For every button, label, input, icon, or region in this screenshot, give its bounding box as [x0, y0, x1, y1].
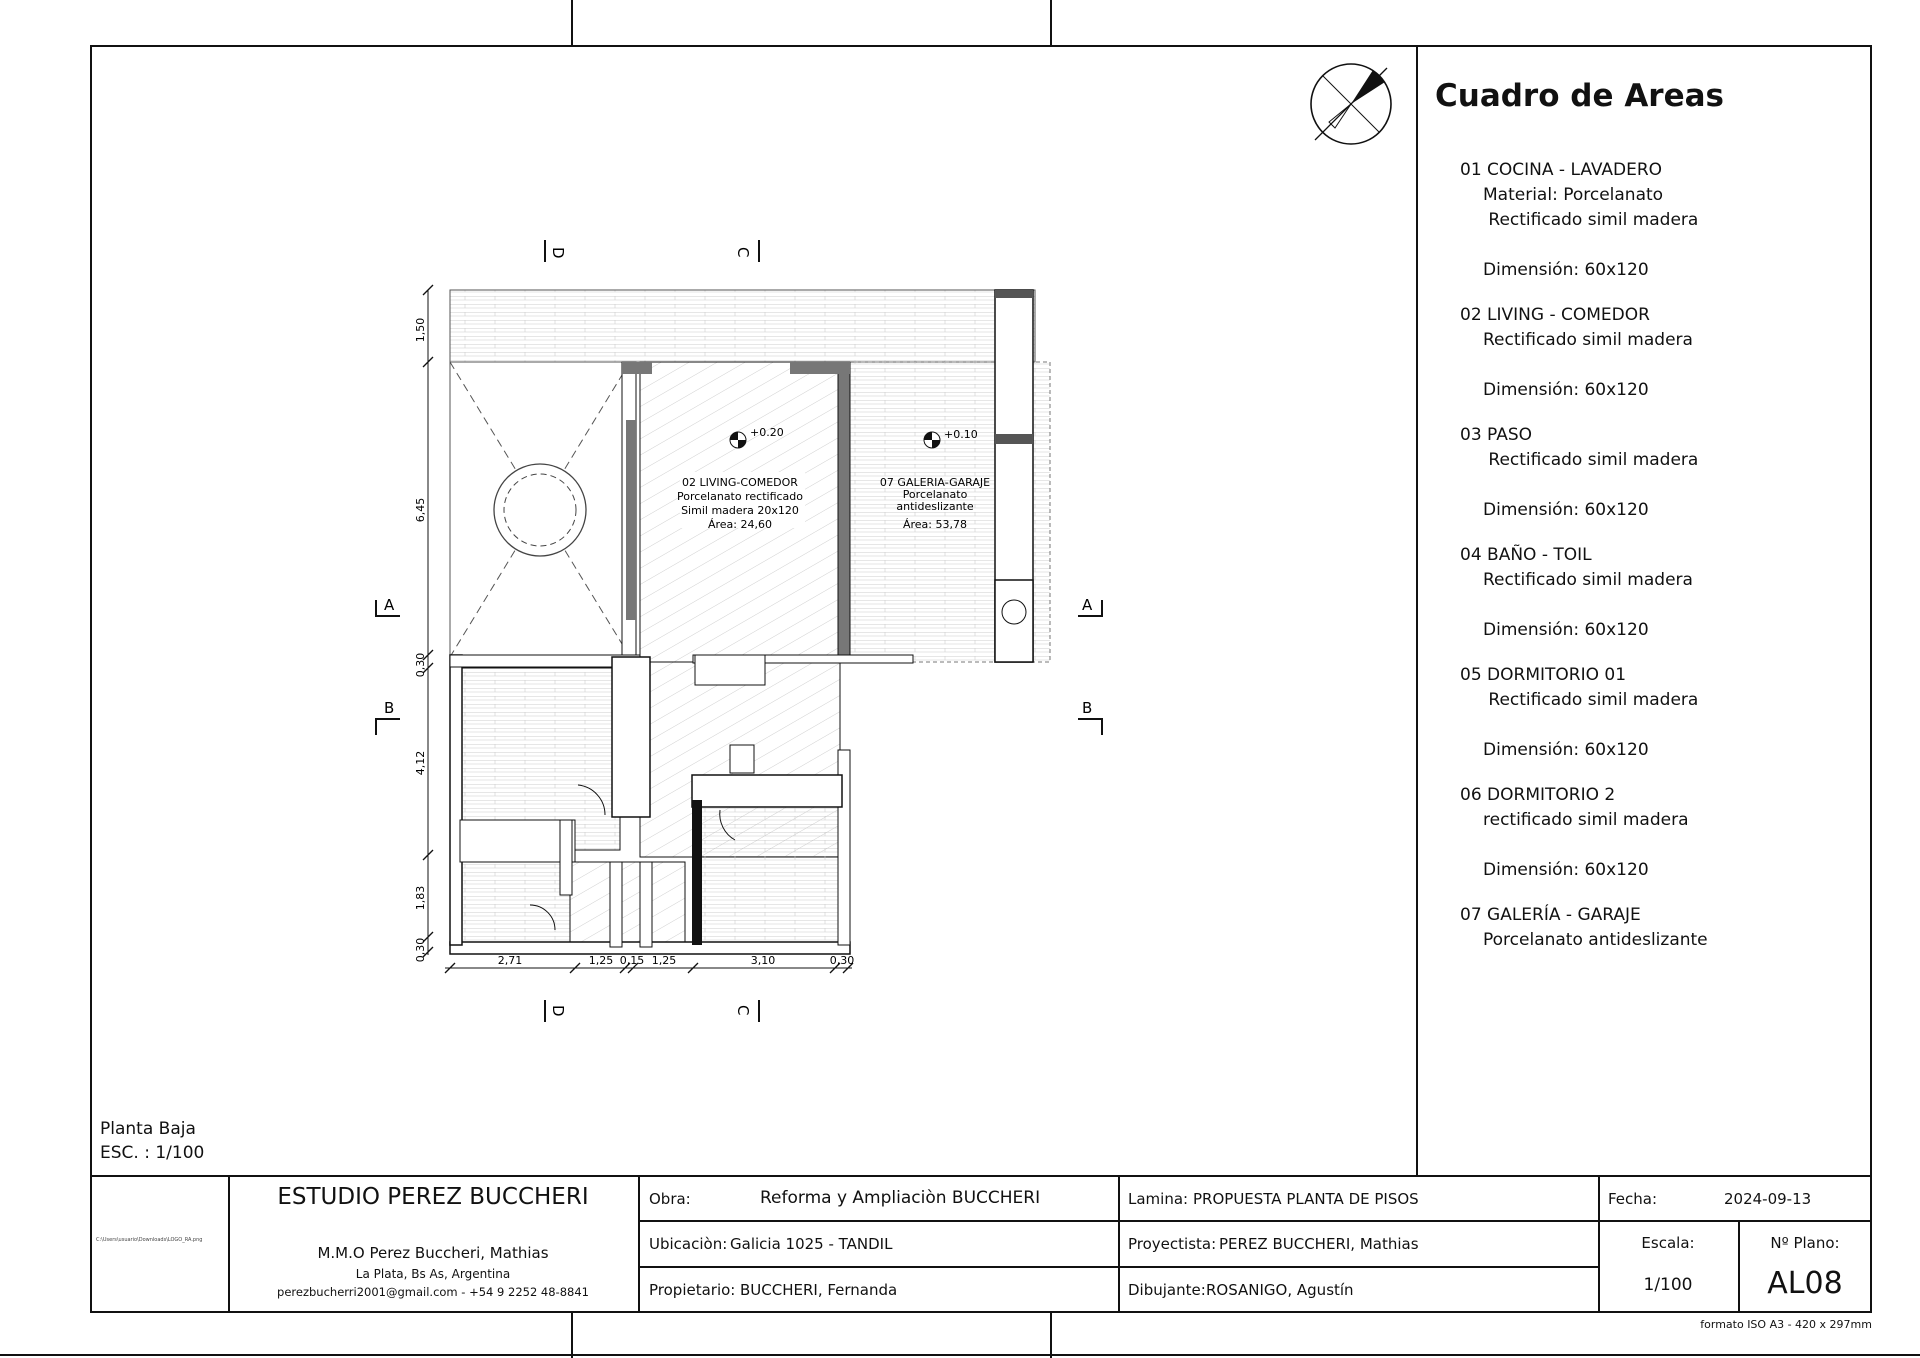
svg-text:Simil madera 20x120: Simil madera 20x120 [681, 504, 799, 517]
svg-text:0,30: 0,30 [414, 937, 427, 963]
plan-label [100, 1117, 204, 1165]
contact: perezbucherri2001@gmail.com - +54 9 2252 48-8841 [277, 1285, 589, 1299]
areas-title: Cuadro de Areas [1435, 78, 1724, 114]
svg-text:1,50: 1,50 [414, 317, 427, 343]
svg-text:4,12: 4,12 [414, 750, 427, 776]
area-item [1460, 158, 1860, 283]
level-living: +0.20 [750, 426, 784, 439]
floor-plan [350, 220, 1130, 1040]
paper-format: formato ISO A3 - 420 x 297mm [1700, 1318, 1872, 1331]
area-item [1460, 543, 1860, 643]
plano-label: Nº Plano: [1770, 1234, 1840, 1252]
area-item [1460, 303, 1860, 403]
svg-text:0,30: 0,30 [829, 954, 855, 967]
bottom-edge [0, 1354, 1920, 1356]
escala-value: 1/100 [1643, 1275, 1693, 1295]
area-item [1460, 423, 1860, 523]
lamina-value: PROPUESTA PLANTA DE PISOS [1193, 1190, 1419, 1208]
section-c-top: C [734, 247, 752, 258]
area-material: rectificado simil madera [1483, 810, 1689, 830]
area-name: 07 GALERÍA - GARAJE [1460, 905, 1641, 925]
area-dimension: Dimensión: 60x120 [1483, 740, 1649, 760]
tree-icon [494, 464, 586, 556]
section-d-bottom: D [549, 1005, 567, 1017]
frame-tick [1050, 1313, 1052, 1358]
bathroom [570, 862, 685, 942]
plan-title: Planta Baja [100, 1119, 196, 1139]
svg-text:1,25: 1,25 [651, 954, 677, 967]
area-dimension: Dimensión: 60x120 [1483, 260, 1649, 280]
svg-text:0,30: 0,30 [414, 652, 427, 678]
propietario-label: Propietario: [649, 1281, 736, 1299]
area-material: Rectificado simil madera [1483, 330, 1693, 350]
areas-panel-divider [1416, 45, 1418, 1175]
area-material: Rectificado simil madera [1483, 210, 1699, 230]
svg-text:Área: 53,78: Área: 53,78 [902, 518, 968, 531]
svg-text:6,45: 6,45 [414, 497, 427, 523]
bedroom-2 [460, 862, 570, 942]
area-item [1460, 783, 1860, 883]
studio-name: ESTUDIO PEREZ BUCCHERI [277, 1184, 589, 1210]
area-name: 06 DORMITORIO 2 [1460, 785, 1616, 805]
area-material: Rectificado simil madera [1483, 690, 1699, 710]
frame-tick [571, 1313, 573, 1358]
area-dimension: Dimensión: 60x120 [1483, 500, 1649, 520]
frame-tick [571, 0, 573, 45]
svg-text:Área: 24,60: Área: 24,60 [707, 518, 773, 531]
section-b-left: B [384, 699, 395, 717]
obra-label: Obra: [649, 1190, 691, 1208]
level-galeria: +0.10 [944, 428, 978, 441]
plan-scale: ESC. : 1/100 [100, 1143, 205, 1163]
area-name: 03 PASO [1460, 425, 1533, 445]
author: M.M.O Perez Buccheri, Mathias [317, 1244, 549, 1262]
svg-text:1,25: 1,25 [588, 954, 614, 967]
area-name: 04 BAÑO - TOIL [1460, 545, 1592, 565]
svg-text:3,10: 3,10 [750, 954, 776, 967]
section-c-bottom: C [734, 1005, 752, 1016]
lamina-label: Lamina: [1128, 1190, 1189, 1208]
ubicacion-value: Galicia 1025 - TANDIL [730, 1235, 893, 1253]
area-material: Material: Porcelanato [1483, 185, 1664, 205]
svg-text:Porcelanato: Porcelanato [902, 488, 968, 501]
north-arrow-icon [1305, 58, 1397, 150]
proyectista-value: PEREZ BUCCHERI, Mathias [1219, 1235, 1419, 1253]
horizontal-dimensions [498, 954, 855, 967]
area-material: Rectificado simil madera [1483, 570, 1693, 590]
area-item [1460, 663, 1860, 763]
svg-text:1,83: 1,83 [414, 885, 427, 911]
svg-text:07 GALERIA-GARAJE: 07 GALERIA-GARAJE [879, 476, 991, 489]
area-name: 02 LIVING - COMEDOR [1460, 305, 1650, 325]
svg-text:0,15: 0,15 [619, 954, 645, 967]
escala-label: Escala: [1641, 1234, 1695, 1252]
area-material: Rectificado simil madera [1483, 450, 1699, 470]
svg-text:2,71: 2,71 [497, 954, 523, 967]
propietario-value: BUCCHERI, Fernanda [740, 1281, 898, 1299]
area-material: Porcelanato antideslizante [1483, 930, 1708, 950]
level-marker-living [730, 432, 746, 448]
frame-tick [1050, 0, 1052, 45]
deck-strip [450, 290, 1035, 362]
level-marker-galeria [924, 432, 940, 448]
area-item [1460, 903, 1860, 953]
svg-text:antideslizante: antideslizante [896, 500, 974, 513]
fecha-label: Fecha: [1608, 1190, 1658, 1208]
area-dimension: Dimensión: 60x120 [1483, 620, 1649, 640]
logo-path: C:\Users\usuario\Downloads\LOGO_RA.png [96, 1237, 203, 1243]
section-b-right: B [1082, 699, 1093, 717]
area-name: 05 DORMITORIO 01 [1460, 665, 1627, 685]
city: La Plata, Bs As, Argentina [355, 1267, 511, 1281]
area-dimension: Dimensión: 60x120 [1483, 380, 1649, 400]
ubicacion-label: Ubicaciòn: [649, 1235, 728, 1253]
fecha-value: 2024-09-13 [1724, 1190, 1812, 1208]
dibujante-value: ROSANIGO, Agustín [1206, 1281, 1354, 1299]
plano-value: AL08 [1767, 1266, 1843, 1301]
area-dimension: Dimensión: 60x120 [1483, 860, 1649, 880]
section-a-right: A [1082, 596, 1093, 614]
section-d-top: D [549, 247, 567, 259]
svg-text:Porcelanato rectificado: Porcelanato rectificado [676, 490, 804, 503]
areas-list [1460, 158, 1860, 973]
svg-text:02 LIVING-COMEDOR: 02 LIVING-COMEDOR [682, 476, 798, 489]
vertical-dimensions [414, 318, 427, 963]
section-a-left: A [384, 596, 395, 614]
area-name: 01 COCINA - LAVADERO [1460, 160, 1663, 180]
proyectista-label: Proyectista: [1128, 1235, 1217, 1253]
obra-value: Reforma y Ampliaciòn BUCCHERI [760, 1188, 1041, 1208]
dibujante-label: Dibujante: [1128, 1281, 1206, 1299]
